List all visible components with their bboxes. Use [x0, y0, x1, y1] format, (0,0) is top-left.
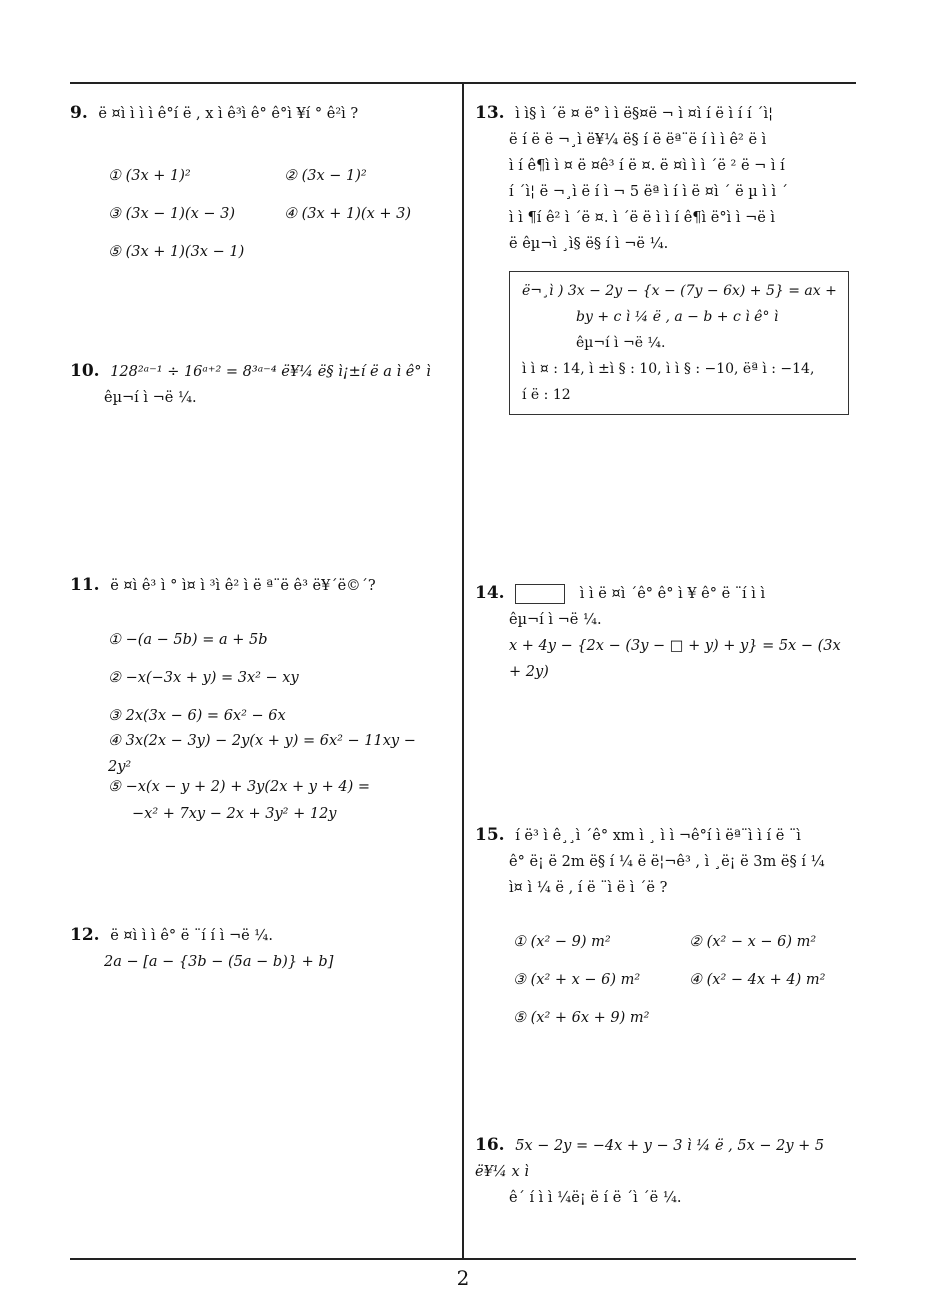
column-divider [462, 82, 464, 1260]
problem-text-cont: êµ¬í ì ¬ë ¼. [104, 390, 197, 406]
problem-text-line: ë í ë ë ¬¸ì ë¥¼ ë§ í ë ëª¨ë í ì ì ê² ë ì [509, 132, 767, 148]
problem-text-line: ê° ë¡ ë 2m ë§ í ¼ ë ë¦¬ê³ , ì ¸ë¡ ë 3m ë§ í ¼ [509, 854, 825, 870]
problem-text: ë ¤ì ì ì ì ê°í ë , x ì ê³ì ê° ê°ì ¥í ° ê²ì ? [98, 106, 359, 122]
problem-number: 9. [70, 103, 88, 123]
box-line: í ë : 12 [522, 387, 571, 403]
problem-text: 128²ᵃ⁻¹ ÷ 16ᵃ⁺² = 8³ᵃ⁻⁴ ë¥¼ ë§ ì¡±í ë a ì ê° ì [110, 364, 431, 380]
problem-text: ë ¤ì ì ì ê° ë ¨í í ì ¬ë ¼. [110, 928, 273, 944]
problem-10 [70, 358, 440, 411]
choice-1[interactable]: ① −(a − 5b) = a + 5b [108, 632, 268, 648]
problem-number: 11. [70, 575, 100, 595]
bottom-rule [70, 1258, 856, 1260]
problem-text: 5x − 2y = −4x + y − 3 ì ¼ ë , 5x − 2y + 5 ë¥¼ x ì [475, 1138, 825, 1180]
choice-5-cont: −x² + 7xy − 2x + 3y² + 12y [132, 806, 337, 822]
choice-1[interactable]: ① (3x + 1)² [108, 168, 191, 184]
choice-3[interactable]: ③ (3x − 1)(x − 3) [108, 206, 236, 222]
page-number: 2 [456, 1266, 470, 1290]
box-line: ì ì ¤ : 14, ì ±ì § : 10, ì ì § : −10, ëª ì : −14, [522, 361, 815, 377]
problem-13 [475, 100, 857, 415]
choice-4[interactable]: ④ (x² − 4x + 4) m² [689, 972, 826, 988]
choice-4[interactable]: ④ (3x + 1)(x + 3) [284, 206, 412, 222]
problem-number: 16. [475, 1135, 505, 1155]
problem-text-line: ì ì ¶í ê² ì ´ë ¤. ì ´ë ë ì ì í ê¶ì ë°ì ì ¬ë ì [509, 210, 776, 226]
choice-5[interactable]: ⑤ (x² + 6x + 9) m² [513, 1010, 650, 1026]
choice-4[interactable]: ④ 3x(2x − 3y) − 2y(x + y) = 6x² − 11xy − 2y² [108, 733, 416, 775]
problem-11 [70, 572, 440, 827]
problem-text: ë ¤ì ê³ ì ° ì¤ ì ³ì ê² ì ë ª¨ë ê³ ë¥´ë©´? [110, 578, 376, 594]
problem-16 [475, 1132, 857, 1211]
choice-1[interactable]: ① (x² − 9) m² [513, 934, 611, 950]
problem-number: 13. [475, 103, 505, 123]
problem-text-line: ì í ê¶ì ì ¤ ë ¤ê³ í ë ¤. ë ¤ì ì ì ´ë ² ë ¬ ì í [509, 158, 785, 174]
box-line: by + c ì ¼ ë , a − b + c ì ê° ì [576, 309, 779, 325]
problem-text: í ë³ ì ê¸¸ì ´ê° xm ì ¸ ì ì ¬ê°í ì ëª¨ì ì í ë ¨ì [515, 828, 801, 844]
choice-list [475, 923, 857, 1037]
choice-2[interactable]: ② −x(−3x + y) = 3x² − xy [108, 670, 299, 686]
choice-3[interactable]: ③ (x² + x − 6) m² [513, 972, 641, 988]
choice-list [70, 621, 440, 827]
problem-number: 15. [475, 825, 505, 845]
problem-number: 10. [70, 361, 100, 381]
problem-9 [70, 100, 440, 271]
problem-text-cont: ê´ í ì ì ¼ë¡ ë í ë ´ì ´ë ¼. [509, 1190, 682, 1206]
choice-5[interactable]: ⑤ (3x + 1)(3x − 1) [108, 244, 245, 260]
problem-text: ì ì§ ì ´ë ¤ ë° ì ì ë§¤ë ¬ ì ¤ì í ë ì í í ´ì¦ [515, 106, 774, 122]
expression: 2a − [a − {3b − (5a − b)} + b] [104, 954, 334, 970]
choice-2[interactable]: ② (3x − 1)² [284, 168, 367, 184]
problem-14 [475, 580, 857, 685]
choice-5[interactable]: ⑤ −x(x − y + 2) + 3y(2x + y + 4) = [108, 779, 370, 795]
problem-text: ì ì ë ¤ì ´ê° ê° ì ¥ ê° ë ¨í ì ì [579, 586, 766, 602]
answer-blank-box [515, 584, 565, 604]
problem-number: 12. [70, 925, 100, 945]
choice-2[interactable]: ② (x² − x − 6) m² [689, 934, 817, 950]
box-line: ë¬¸ì ) 3x − 2y − {x − (7y − 6x) + 5} = ax + [522, 283, 837, 299]
problem-15 [475, 822, 857, 1037]
problem-number: 14. [475, 583, 505, 603]
problem-text-cont: êµ¬í ì ¬ë ¼. [509, 612, 602, 628]
problem-text-line: í ´ì¦ ë ¬¸ì ë í ì ¬ 5 ëª ì í ì ë ¤ì ´ ë µ ì ì ´ [509, 184, 789, 200]
problem-box [509, 271, 849, 415]
choice-3[interactable]: ③ 2x(3x − 6) = 6x² − 6x [108, 708, 286, 724]
expression: x + 4y − {2x − (3y − □ + y) + y} = 5x − (3x + 2y) [509, 638, 841, 680]
problem-text-line: ë êµ¬ì ¸ì§ ë§ í ì ¬ë ¼. [509, 236, 669, 252]
problem-12 [70, 922, 440, 975]
box-line: êµ¬í ì ¬ë ¼. [576, 335, 666, 351]
choice-list [70, 157, 440, 271]
problem-text-line: ì¤ ì ¼ ë , í ë ¨ì ë ì ´ë ? [509, 880, 668, 896]
